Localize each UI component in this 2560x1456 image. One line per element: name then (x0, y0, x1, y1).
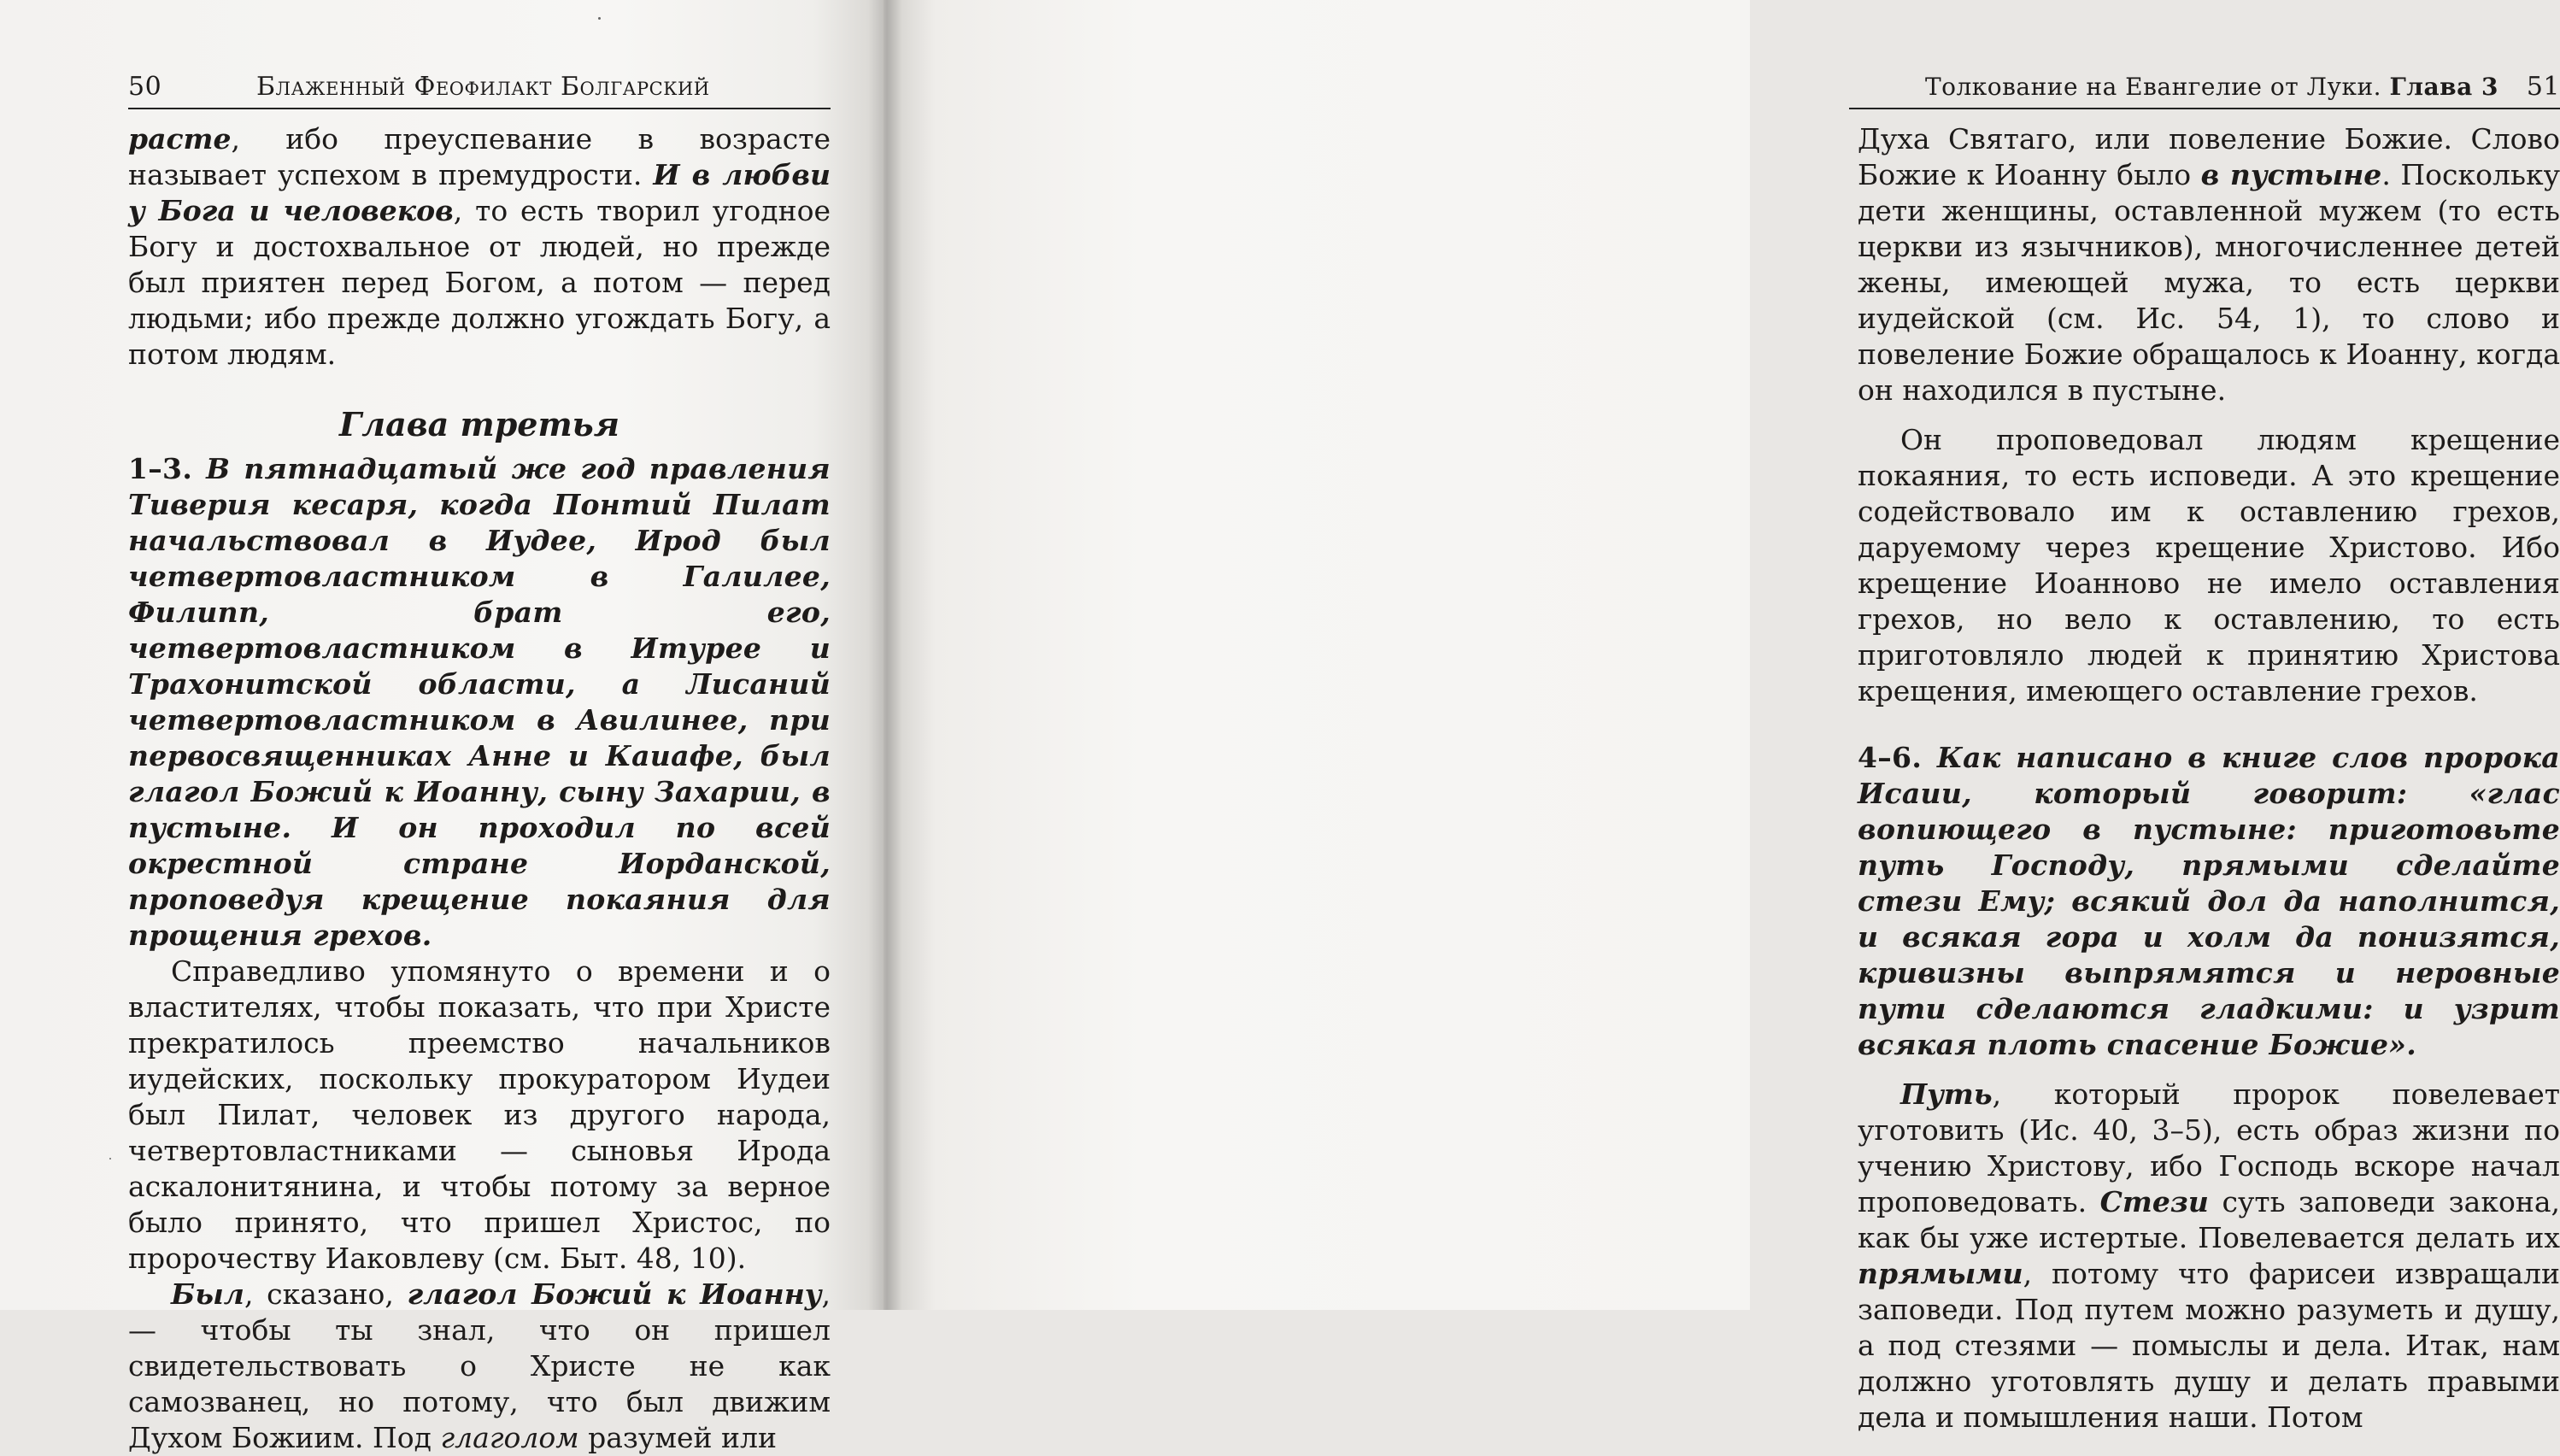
text-run: . Поскольку дети женщины, оставленной мужем (то есть церкви из язычников), многочисленнее детей жены, имеющей мужа, то есть церкви иудейской (см. Ис. 54, 1), то слово и повеление Божие обращалось к Иоанну, когда он находился в пустыне. (1858, 158, 2560, 407)
left-page-number: 50 (128, 72, 162, 102)
book-gutter (868, 0, 902, 1310)
emphasis: расте (128, 122, 232, 156)
running-head-text: Толкование на Евангелие от Луки. (1924, 73, 2382, 101)
emphasis: прямыми (1858, 1257, 2023, 1290)
left-page-text (128, 121, 831, 1454)
text-run: Духа Святаго, или повеление Божие. Слово Божие к Иоанну было (1858, 122, 2560, 191)
paragraph (128, 1277, 831, 1456)
running-head-chapter: Глава 3 (2389, 73, 2498, 101)
right-running-head-title (1925, 70, 2498, 104)
emphasis: Путь (1900, 1077, 1993, 1111)
right-page-number: 51 (2526, 72, 2560, 102)
right-running-header (1849, 67, 2560, 109)
verse-text: Как написано в книге слов пророка Исаии, который говорит: «глас вопиющего в пустыне: приготовьте путь Господу, прямыми сделайте стези Ему; всякий дол да наполнится, и всякая гора и холм да понизятся, кривизны выпрямятся и неровные пути сделаются гладкими: и узрит всякая плоть спасение Божие». (1858, 741, 2560, 1061)
left-page (0, 0, 884, 1454)
verse-number: 1–3. (128, 452, 193, 485)
right-page-text (1858, 121, 2560, 1434)
paragraph (128, 121, 831, 373)
paragraph (1858, 1077, 2560, 1435)
dust-speck (109, 1158, 111, 1160)
dust-speck (598, 17, 601, 20)
text-run: , сказано, (244, 1277, 408, 1311)
chapter-title: Глава третья (339, 405, 619, 443)
text-run: , который пророк повелевает уготовить (Ис. 40, 3–5), есть образ жизни по учению Христову, ибо Господь вскоре начал проповедовать. (1858, 1077, 2560, 1218)
paragraph: Он проповедовал людям крещение покаяния, то есть исповеди. А это крещение содействовало им к оставлению грехов, даруемому через крещение Христово. Ибо крещение Иоанново не имело оставления грехов, но вело к оставлению, то есть приготовляло людей к принятию Христова крещения, имеющего оставление грехов. (1858, 423, 2560, 707)
text-run: , то есть творил угодное Богу и достохвальное от людей, но прежде был приятен перед Богом, а потом — перед людьми; ибо прежде должно угождать Богу, а потом людям. (128, 194, 831, 371)
emphasis: И в любви у Бога и человеков (128, 158, 831, 227)
scripture-verse-1-3 (128, 451, 831, 954)
paragraph (1858, 121, 2560, 408)
paragraph: Справедливо упомянуто о времени и о властителях, чтобы показать, что при Христе прекратилось преемство начальников иудейских, поскольку прокуратором Иудеи был Пилат, человек из другого народа, четвертовластниками — сыновья Ирода аскалонитянина, и чтобы потому за верное было принято, что пришел Христос, по пророчеству Иаковлеву (см. Быт. 48, 10). (128, 954, 831, 1275)
scripture-verse-4-6 (1858, 740, 2560, 1063)
emphasis: Стези (2099, 1185, 2209, 1218)
emphasis: глагол Божий к Иоанну (407, 1277, 822, 1311)
verse-text: В пятнадцатый же год правления Тиверия кесаря, когда Понтий Пилат начальствовал в Иудее, Ирод был четвертовластником в Галилее, Филипп, брат его, четвертовластником в Итурее и Трахонитской области, а Лисаний четвертовластником в Авилинее, при первосвященниках Анне и Каиафе, был глагол Божий к Иоанну, сыну Захарии, в пустыне. И он проходил по всей окрестной стране Иорданской, проповедуя крещение покаяния для прощения грехов. (128, 452, 831, 952)
italic-term: глаголом (440, 1421, 579, 1454)
text-run: разумей или (578, 1421, 777, 1454)
text-run: , ибо преуспевание в возрасте называет успехом в премудрости. (128, 122, 831, 191)
text-run: , потому что фарисеи извращали заповеди. Под путем можно разуметь и душу, а под стезями — помыслы и дела. Итак, нам должно уготовлять душу и делать правыми дела и помышления наши. Потом (1858, 1257, 2560, 1434)
text-run: , — чтобы ты знал, что он пришел свидетельствовать о Христе не как самозванец, но потому, что был движим Духом Божиим. Под (128, 1277, 831, 1454)
verse-number: 4–6. (1858, 741, 1923, 774)
left-running-head-title: Блаженный Феофилакт Болгарский (256, 72, 710, 102)
emphasis: в пустыне (2200, 158, 2382, 191)
text-run: суть заповеди закона, как бы уже истертые. Повелевается делать их (1858, 1185, 2560, 1254)
emphasis: Был (171, 1277, 244, 1311)
left-running-header (128, 67, 831, 109)
right-page (884, 0, 2560, 1434)
